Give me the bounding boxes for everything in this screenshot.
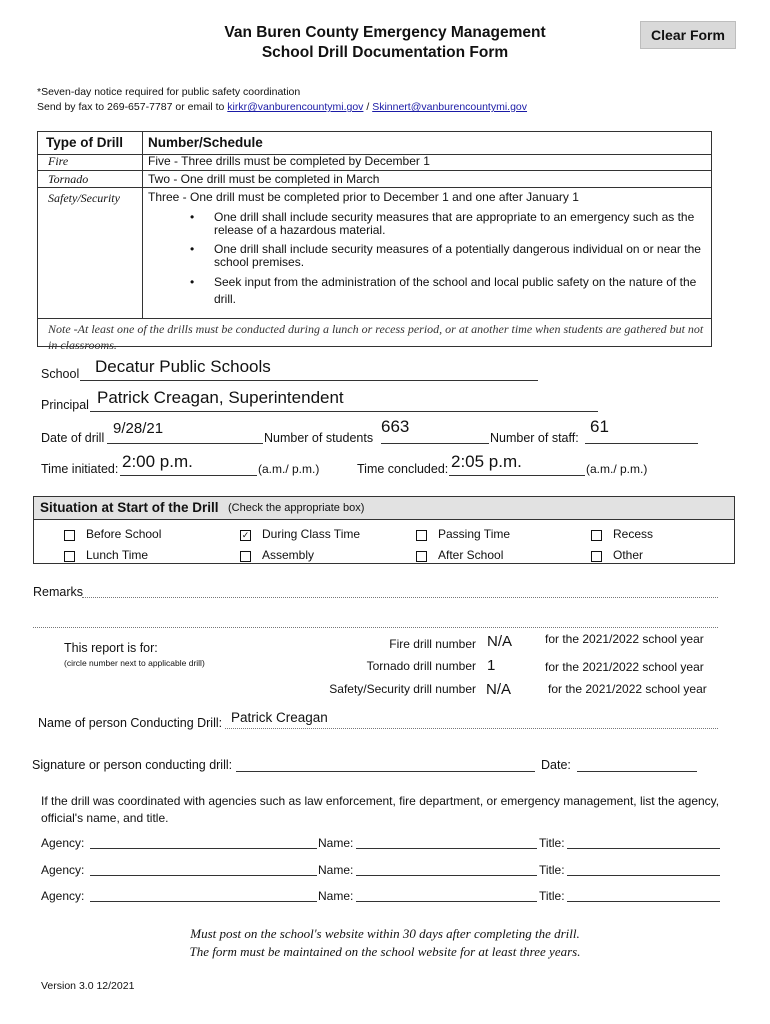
row-divider [38, 318, 711, 319]
date-of-drill-field[interactable]: 9/28/21 [113, 420, 164, 437]
during-class-time-label: During Class Time [262, 527, 361, 541]
row-divider [38, 187, 711, 188]
remarks-label: Remarks [33, 585, 84, 599]
email-link-skinnert[interactable]: Skinnert@vanburencountymi.gov [372, 101, 528, 113]
conductor-name-label: Name of person Conducting Drill: [38, 716, 223, 730]
school-field-line [80, 380, 538, 381]
form-title-line1: Van Buren County Emergency Management [224, 24, 546, 41]
agency-label: Agency: [41, 836, 85, 850]
row-divider [38, 170, 711, 171]
drill-note: Note -At least one of the drills must be conducted during a lunch or recess period, or at another time when students are gathered but not in classrooms. [48, 322, 704, 352]
situation-title: Situation at Start of the Drill [40, 500, 219, 515]
other-label: Other [613, 548, 644, 562]
number-of-staff-label: Number of staff: [490, 431, 579, 445]
safety-drill-number-label: Safety/Security drill number [329, 682, 476, 696]
assembly-checkbox[interactable] [240, 551, 251, 562]
date-field-line [107, 443, 263, 444]
other-checkbox[interactable] [591, 551, 602, 562]
email-link-kirkr[interactable]: kirkr@vanburencountymi.gov [227, 101, 364, 113]
time-concluded-label: Time concluded: [357, 462, 449, 476]
staff-field-line [585, 443, 698, 444]
fire-drill-number-value[interactable]: N/A [487, 633, 513, 650]
send-line [37, 101, 527, 113]
send-prefix: Send by fax to 269-657-7787 or email to [37, 101, 228, 113]
tornado-drill-number-label: Tornado drill number [366, 659, 476, 673]
notice-text: *Seven-day notice required for public safety coordination [37, 86, 301, 98]
number-of-staff-field[interactable]: 61 [590, 417, 609, 436]
schedule-safety: Three - One drill must be completed prior to December 1 and one after January 1 [148, 190, 579, 204]
official-name-label: Name: [318, 863, 354, 877]
agency-field[interactable] [90, 848, 317, 849]
agency-label: Agency: [41, 863, 85, 877]
before-school-checkbox[interactable] [64, 530, 75, 541]
fire-drill-year: for the 2021/2022 school year [545, 632, 704, 646]
passing-time-label: Passing Time [438, 527, 511, 541]
bullet-item: • Seek input from the administration of the school and local public safety on the nature of the drill. [214, 274, 704, 308]
time-initiated-field[interactable]: 2:00 p.m. [122, 452, 193, 471]
signature-date-label: Date: [541, 758, 571, 772]
official-title-label: Title: [539, 863, 565, 877]
time-concluded-line [449, 475, 585, 476]
footer-line-2: The form must be maintained on the school website for at least three years. [189, 944, 581, 959]
report-for-sublabel: (circle number next to applicable drill) [64, 658, 205, 668]
before-school-label: Before School [86, 527, 162, 541]
number-of-students-label: Number of students [264, 431, 374, 445]
situation-box [33, 496, 735, 564]
bullet-item: • One drill shall include security measures that are appropriate to an emergency such as the release of a hazardous material. [214, 211, 704, 237]
official-name-field[interactable] [356, 875, 537, 876]
signature-label: Signature or person conducting drill: [32, 758, 233, 772]
during-class-time-checkbox[interactable] [240, 530, 251, 541]
official-name-label: Name: [318, 836, 354, 850]
type-of-drill-header: Type of Drill [46, 135, 124, 150]
tornado-drill-year: for the 2021/2022 school year [545, 660, 704, 674]
column-divider [142, 132, 143, 318]
bullet-item: • One drill shall include security measures of a potentially dangerous individual on or near the school premises. [214, 243, 704, 269]
passing-time-checkbox[interactable] [416, 530, 427, 541]
form-title-line2: School Drill Documentation Form [261, 44, 509, 61]
schedule-tornado: Two - One drill must be completed in March [148, 172, 380, 186]
time-initiated-label: Time initiated: [41, 462, 119, 476]
drill-type-tornado: Tornado [48, 172, 89, 186]
official-name-field[interactable] [356, 901, 537, 902]
safety-drill-number-value[interactable]: N/A [486, 681, 512, 698]
official-name-label: Name: [318, 889, 354, 903]
number-schedule-header: Number/Schedule [148, 135, 263, 150]
fire-drill-number-label: Fire drill number [389, 637, 476, 651]
official-name-field[interactable] [356, 848, 537, 849]
school-field[interactable]: Decatur Public Schools [95, 357, 271, 376]
students-field-line [381, 443, 489, 444]
drill-type-safety: Safety/Security [48, 191, 120, 205]
official-title-label: Title: [539, 836, 565, 850]
official-title-field[interactable] [567, 875, 720, 876]
assembly-label: Assembly [262, 548, 315, 562]
remarks-field-line2[interactable] [33, 627, 718, 628]
time-initiated-line [120, 475, 257, 476]
drill-type-fire: Fire [48, 154, 69, 168]
email-separator: / [363, 101, 373, 113]
agency-field[interactable] [90, 901, 317, 902]
after-school-label: After School [438, 548, 504, 562]
school-label: School [41, 367, 80, 381]
clear-form-button[interactable]: Clear Form [640, 21, 736, 49]
principal-label: Principal [41, 398, 89, 412]
date-of-drill-label: Date of drill [41, 431, 105, 445]
principal-field-line [90, 411, 598, 412]
lunch-time-label: Lunch Time [86, 548, 149, 562]
time-concluded-field[interactable]: 2:05 p.m. [451, 452, 522, 471]
recess-checkbox[interactable] [591, 530, 602, 541]
after-school-checkbox[interactable] [416, 551, 427, 562]
check-mark-icon: ✓ [241, 530, 250, 540]
number-of-students-field[interactable]: 663 [381, 417, 410, 436]
signature-date-field[interactable] [577, 771, 697, 772]
report-for-label: This report is for: [64, 641, 158, 655]
safety-drill-year: for the 2021/2022 school year [548, 682, 707, 696]
agency-field[interactable] [90, 875, 317, 876]
tornado-drill-number-value[interactable]: 1 [487, 657, 496, 674]
schedule-fire: Five - Three drills must be completed by December 1 [148, 154, 430, 168]
remarks-field[interactable] [82, 597, 718, 598]
signature-field[interactable] [236, 771, 535, 772]
official-title-label: Title: [539, 889, 565, 903]
official-title-field[interactable] [567, 848, 720, 849]
table-header-row [38, 132, 711, 155]
situation-subtitle: (Check the appropriate box) [228, 502, 365, 514]
ampm-hint: (a.m./ p.m.) [258, 462, 320, 476]
official-title-field[interactable] [567, 901, 720, 902]
agency-label: Agency: [41, 889, 85, 903]
conductor-name-field[interactable]: Patrick Creagan [231, 710, 328, 725]
situation-header [34, 497, 734, 520]
footer-line-1: Must post on the school's website within 30 days after completing the drill. [190, 926, 580, 941]
agency-instructions: If the drill was coordinated with agencies such as law enforcement, fire department, or emergency management, list the agency, official's name, and title. [41, 794, 720, 825]
lunch-time-checkbox[interactable] [64, 551, 75, 562]
drill-requirements-table [37, 131, 712, 352]
conductor-name-line [225, 728, 718, 729]
recess-label: Recess [613, 527, 654, 541]
ampm-hint: (a.m./ p.m.) [586, 462, 648, 476]
principal-field[interactable]: Patrick Creagan, Superintendent [97, 388, 344, 407]
version-label: Version 3.0 12/2021 [41, 980, 135, 992]
